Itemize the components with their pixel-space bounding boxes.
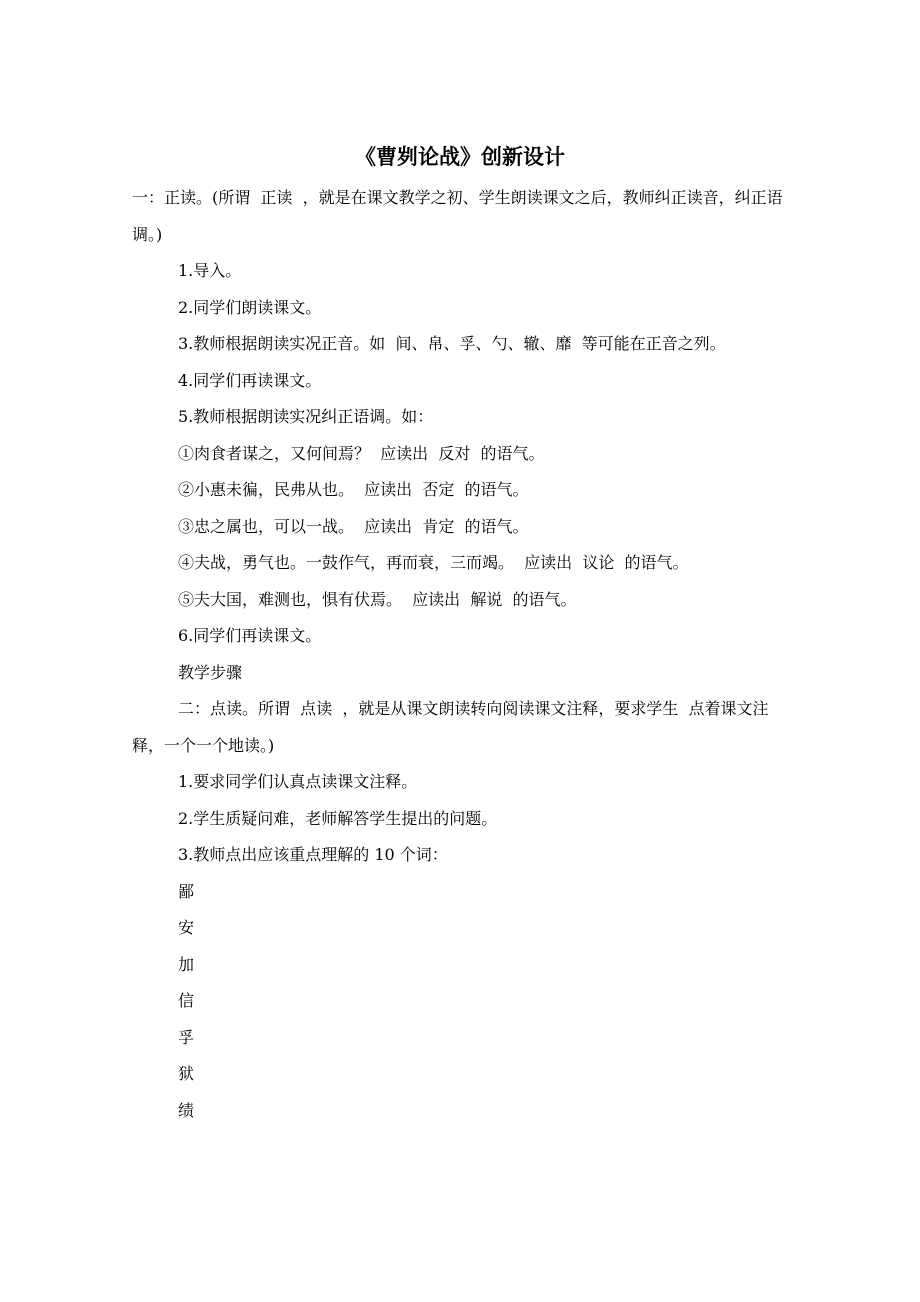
section-1-item: 6.同学们再读课文。 [178, 626, 322, 645]
tone-example: ②小惠未徧，民弗从也。 应读出 否定 的语气。 [178, 480, 529, 499]
tone-example: ⑤夫大国，难测也，惧有伏焉。 应读出 解说 的语气。 [178, 589, 577, 609]
key-word: 安 [178, 918, 195, 937]
document-body [132, 180, 784, 1129]
teaching-steps-label: 教学步骤 [178, 662, 243, 682]
key-word: 绩 [178, 1100, 195, 1120]
section-1-item: 3.教师根据朗读实况正音。如 间、帛、孚、勺、辙、靡 等可能在正音之列。 [178, 334, 726, 353]
tone-example: ③忠之属也，可以一战。 应读出 肯定 的语气。 [178, 516, 529, 536]
tone-example: ④夫战，勇气也。一鼓作气，再而衰，三而竭。 应读出 议论 的语气。 [178, 553, 689, 572]
section-2-item: 3.教师点出应该重点理解的 10 个词： [178, 845, 448, 864]
section-1-item: 1.导入。 [178, 261, 242, 280]
section-1-heading: 一：正读。(所谓 正读 ，就是在课文教学之初、学生朗读课文之后，教师纠正读音，纠正语调。) [132, 188, 783, 244]
section-1-item: 5.教师根据朗读实况纠正语调。如： [178, 407, 434, 426]
section-2-heading: 二：点读。所谓 点读 ，就是从课文朗读转向阅读课文注释，要求学生 点着课文注释，一个一个地读。) [132, 699, 769, 755]
key-word: 孚 [178, 1027, 195, 1047]
section-1-item: 4.同学们再读课文。 [178, 370, 322, 390]
document-title: 《曹刿论战》创新设计 [355, 144, 565, 169]
key-word: 狱 [178, 1064, 195, 1083]
key-word: 加 [178, 954, 195, 974]
section-2-item: 1.要求同学们认真点读课文注释。 [178, 772, 418, 791]
section-2-item: 2.学生质疑问难，老师解答学生提出的问题。 [178, 808, 498, 828]
section-1-item: 2.同学们朗读课文。 [178, 297, 322, 317]
key-word: 鄙 [178, 881, 195, 901]
tone-example: ①肉食者谋之，又何间焉？ 应读出 反对 的语气。 [178, 443, 545, 463]
key-word: 信 [178, 991, 195, 1010]
